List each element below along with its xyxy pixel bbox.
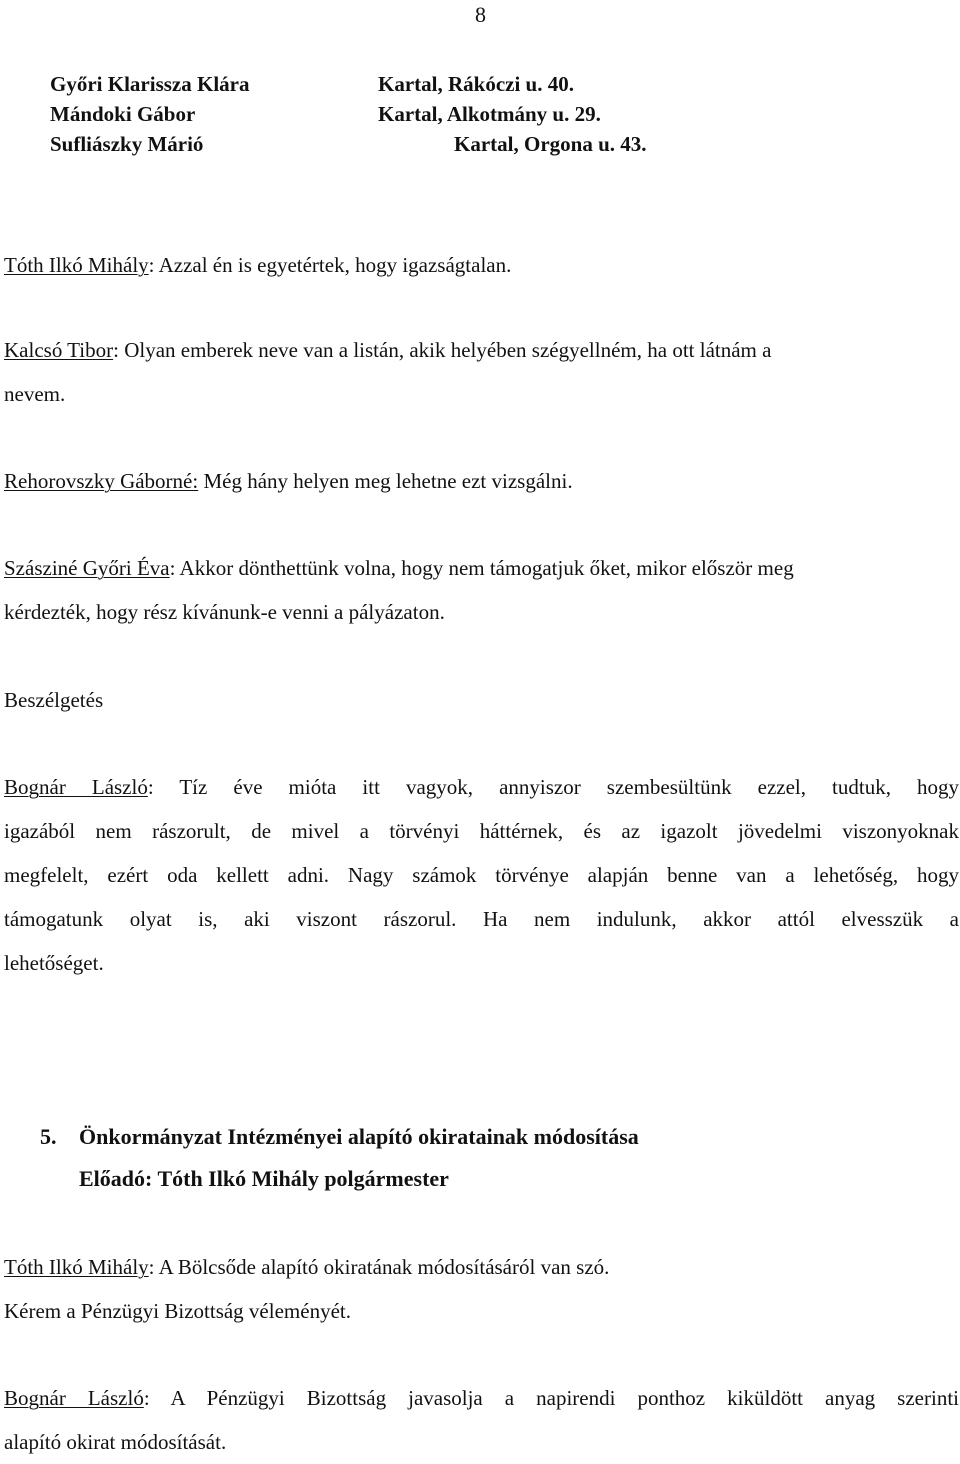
speaker: Kalcsó Tibor — [4, 338, 114, 362]
paragraph-8 — [4, 1376, 959, 1464]
page-number: 8 — [475, 2, 486, 27]
paragraph-text: : Tíz éve mióta itt vagyok, annyiszor szembesültünk ezzel, tudtuk, hogy — [147, 775, 960, 799]
name-3: Sufliászky Márió — [50, 132, 204, 156]
paragraph-text: igazából nem rászorult, de mivel a törvényi háttérnek, és az igazolt jövedelmi viszonyoknak — [4, 819, 959, 843]
paragraph-text: Kérem a Pénzügyi Bizottság véleményét. — [4, 1299, 351, 1323]
speaker: Szásziné Győri Éva — [4, 556, 170, 580]
paragraph-5 — [4, 678, 959, 722]
agenda-title: Önkormányzat Intézményei alapító okiratainak módosítása — [79, 1124, 639, 1149]
paragraph-text: megfelelt, ezért oda kellett adni. Nagy számok törvénye alapján benne van a lehetőség, hogy — [4, 863, 959, 887]
paragraph-text: : A Pénzügyi Bizottság javasolja a napirendi ponthoz kiküldött anyag szerinti — [143, 1386, 959, 1410]
speaker: Tóth Ilkó Mihály — [4, 1255, 149, 1279]
paragraph-text: kérdezték, hogy rész kívánunk-e venni a pályázaton. — [4, 600, 445, 624]
paragraph-text: : A Bölcsőde alapító okiratának módosításáról van szó. — [148, 1255, 610, 1279]
address-3: Kartal, Orgona u. 43. — [454, 132, 647, 156]
paragraph-3 — [4, 459, 959, 503]
paragraph-text: nevem. — [4, 382, 66, 406]
paragraph-2 — [4, 328, 959, 416]
paragraph-text: lehetőséget. — [4, 951, 104, 975]
paragraph-text: támogatunk olyat is, aki viszont rászorul. Ha nem indulunk, akkor attól elvesszük a — [4, 907, 959, 931]
address-1: Kartal, Rákóczi u. 40. — [378, 72, 574, 96]
paragraph-text: : Akkor dönthettünk volna, hogy nem támogatjuk őket, mikor először meg — [169, 556, 794, 580]
paragraph-6 — [4, 765, 959, 985]
name-2: Mándoki Gábor — [50, 102, 196, 126]
paragraph-text: Még hány helyen meg lehetne ezt vizsgálni. — [198, 469, 573, 493]
speaker: Bognár László — [4, 775, 148, 799]
paragraph-7 — [4, 1245, 959, 1333]
agenda-presenter: Előadó: Tóth Ilkó Mihály polgármester — [79, 1166, 449, 1191]
paragraph-text: alapító okirat módosítását. — [4, 1430, 227, 1454]
paragraph-text: : Azzal én is egyetértek, hogy igazságtalan. — [148, 253, 512, 277]
paragraph-text: : Olyan emberek neve van a listán, akik helyében szégyellném, ha ott látnám a — [113, 338, 772, 362]
agenda-number: 5. — [40, 1124, 57, 1149]
speaker: Bognár László — [4, 1386, 144, 1410]
name-1: Győri Klarissza Klára — [50, 72, 250, 96]
paragraph-4 — [4, 546, 959, 634]
section-note: Beszélgetés — [4, 688, 104, 712]
paragraph-1 — [4, 243, 959, 287]
speaker: Tóth Ilkó Mihály — [4, 253, 149, 277]
address-2: Kartal, Alkotmány u. 29. — [378, 102, 601, 126]
speaker: Rehorovszky Gáborné: — [4, 469, 199, 493]
